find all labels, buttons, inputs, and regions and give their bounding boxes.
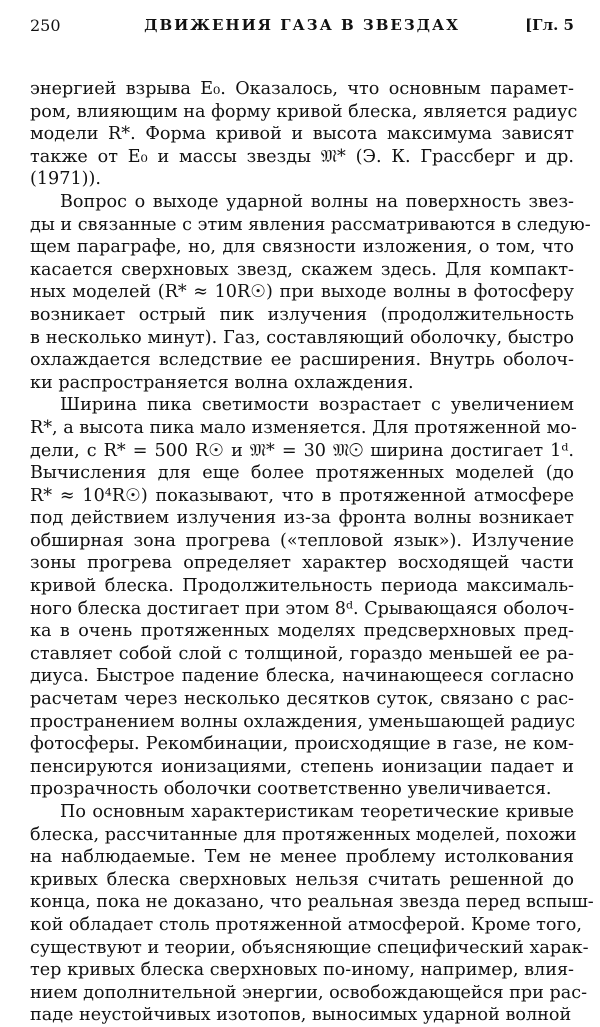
text-line: ды и связанные с этим явления рассматриваются в следую- — [30, 214, 591, 235]
text-line: ка в очень протяженных моделях предсверхновых пред- — [30, 621, 574, 642]
paragraph — [30, 394, 577, 801]
text-line: обширная зона прогрева («тепловой язык»). Излучение — [30, 530, 574, 551]
text-line: дели, с R* = 500 R☉ и 𝔐* = 30 𝔐☉ ширина достигает 1ᵈ. — [30, 440, 574, 461]
text-line: под действием излучения из-за фронта волны возникает — [30, 508, 574, 529]
text-line: паде неустойчивых изотопов, выносимых ударной волной — [30, 1005, 572, 1026]
text-line: также от E₀ и массы звезды 𝔐* (Э. К. Грассберг и др. — [30, 146, 574, 167]
page-header — [30, 14, 574, 44]
text-line: (1971)). — [30, 169, 101, 190]
text-line: ных моделей (R* ≈ 10R☉) при выходе волны в фотосферу — [30, 282, 574, 303]
text-line: ки распространяется волна охлаждения. — [30, 372, 414, 393]
text-line: кривой блеска. Продолжительность периода максималь- — [30, 576, 574, 597]
text-line: существуют и теории, объясняющие специфический харак- — [30, 937, 589, 958]
text-line: кой обладает столь протяженной атмосферой. Кроме того, — [30, 914, 582, 935]
text-line: модели R*. Форма кривой и высота максимума зависят — [30, 124, 574, 145]
text-line: касается сверхновых звезд, скажем здесь. Для компакт- — [30, 259, 574, 280]
paragraph — [30, 78, 578, 191]
text-line: на наблюдаемые. Тем не менее проблему истолкования — [30, 847, 574, 868]
text-line: охлаждается вследствие ее расширения. Внутрь оболоч- — [30, 350, 574, 371]
body-text — [30, 78, 594, 1027]
text-line: диуса. Быстрое падение блеска, начинающееся согласно — [30, 666, 574, 687]
chapter-label: [Гл. 5 — [525, 16, 574, 34]
page-number: 250 — [30, 16, 61, 35]
text-line: ного блеска достигает при этом 8ᵈ. Срывающаяся оболоч- — [30, 598, 575, 619]
text-line: тер кривых блеска сверхновых по-иному, например, влия- — [30, 960, 574, 981]
text-line: По основным характеристикам теоретические кривые — [60, 802, 574, 822]
text-line: фотосферы. Рекомбинации, происходящие в газе, не ком- — [30, 734, 574, 755]
text-line: R*, а высота пика мало изменяется. Для протяженной мо- — [30, 417, 577, 438]
paragraph — [30, 801, 594, 1027]
text-line: прозрачность оболочки соответственно увеличивается. — [30, 779, 552, 800]
text-line: пространением волны охлаждения, уменьшающей радиус — [30, 711, 576, 732]
text-line: Вычисления для еще более протяженных моделей (до — [30, 463, 574, 484]
text-line: Ширина пика светимости возрастает с увеличением — [60, 395, 574, 416]
text-line: пенсируются ионизациями, степень ионизации падает и — [30, 756, 574, 777]
text-line: щем параграфе, но, для связности изложения, о том, что — [30, 237, 574, 258]
text-line: ставляет собой слой с толщиной, гораздо меньшей ее ра- — [30, 643, 574, 664]
text-line: в несколько минут). Газ, составляющий оболочку, быстро — [30, 327, 574, 348]
text-line: ром, влияющим на форму кривой блеска, является радиус — [30, 101, 578, 122]
text-line: R* ≈ 10⁴R☉) показывают, что в протяженной атмосфере — [30, 485, 574, 506]
text-line: расчетам через несколько десятков суток, связано с рас- — [30, 689, 574, 710]
text-line: энергией взрыва E₀. Оказалось, что основным парамет- — [30, 79, 574, 99]
text-line: Вопрос о выходе ударной волны на поверхность звез- — [60, 191, 574, 212]
running-title: ДВИЖЕНИЯ ГАЗА В ЗВЕЗДАХ — [144, 16, 460, 34]
text-line: зоны прогрева определяет характер восходящей части — [30, 553, 574, 574]
text-line: блеска, рассчитанные для протяженных моделей, похожи — [30, 824, 577, 845]
text-line: кривых блеска сверхновых нельзя считать решенной до — [30, 869, 574, 890]
text-line: возникает острый пик излучения (продолжительность — [30, 304, 574, 325]
text-line: нием дополнительной энергии, освобождающейся при рас- — [30, 982, 588, 1003]
text-line: конца, пока не доказано, что реальная звезда перед вспыш- — [30, 892, 594, 913]
paragraph — [30, 191, 591, 394]
